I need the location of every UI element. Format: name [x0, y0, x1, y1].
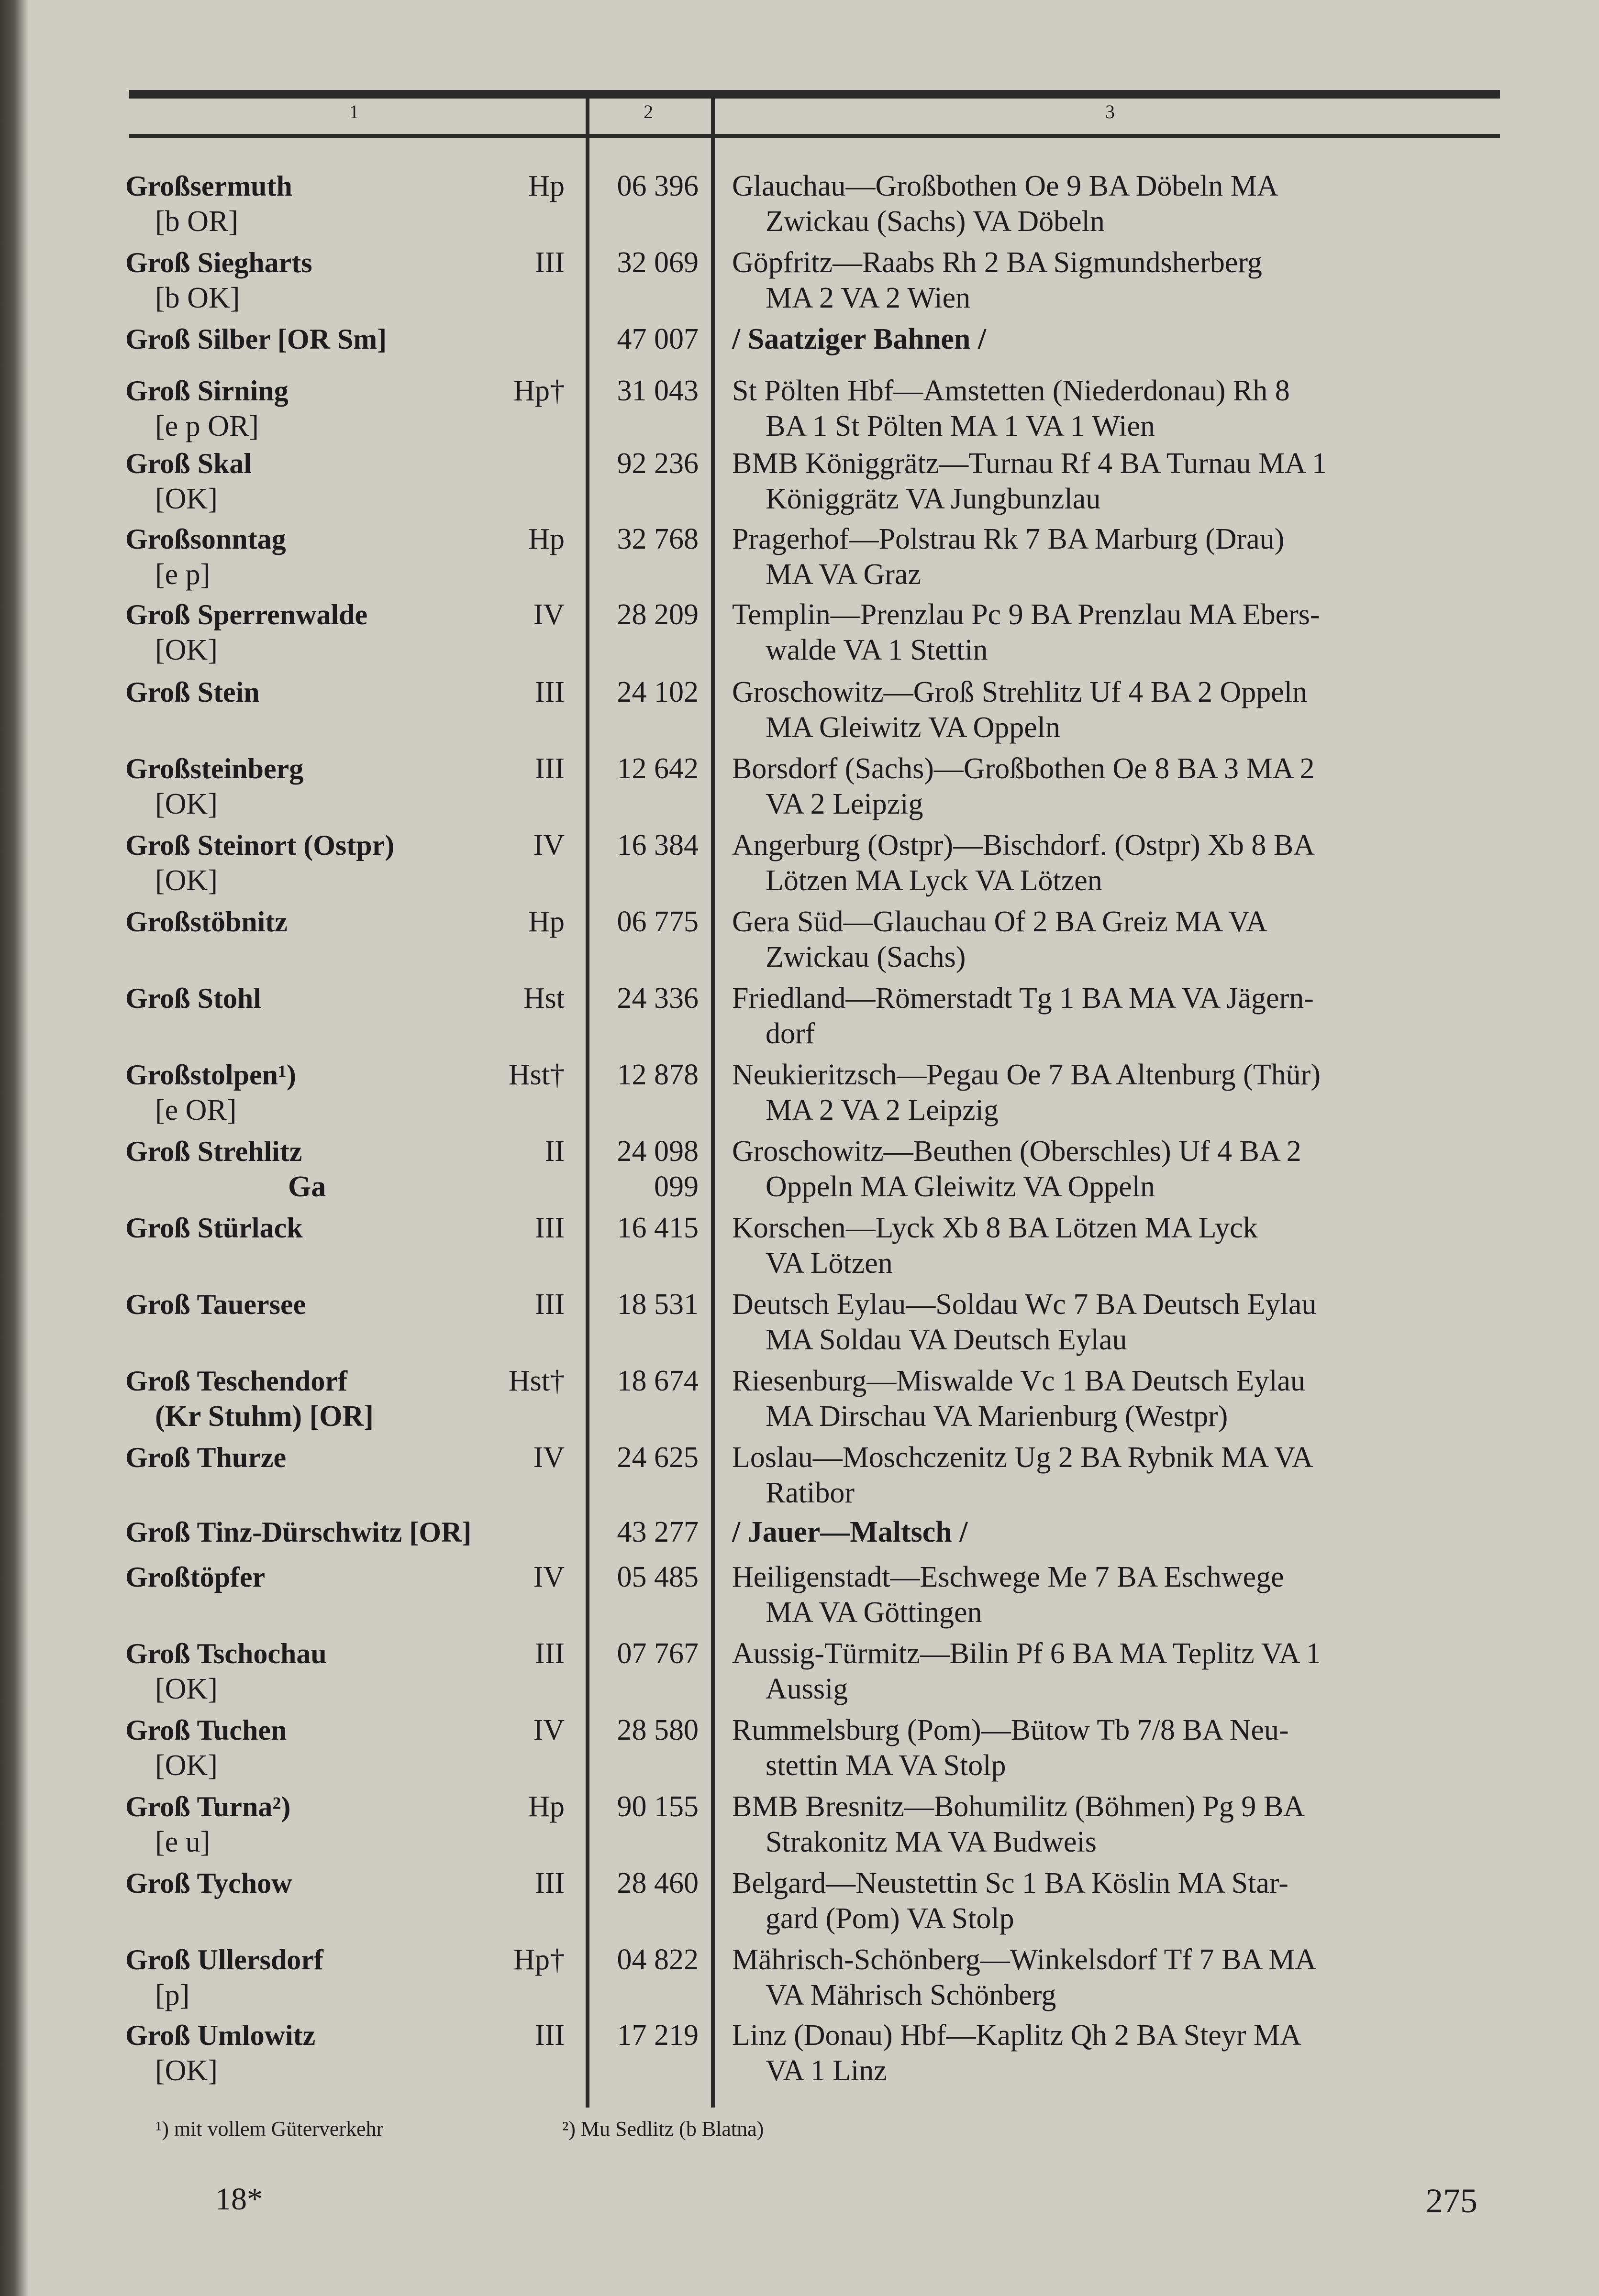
route-line-1: Loslau—Moschczenitz Ug 2 BA Rybnik MA VA	[732, 1441, 1313, 1474]
footnote-2: ²) Mu Sedlitz (b Blatna)	[562, 2117, 764, 2141]
route-line-2: Strakonitz MA VA Budweis	[766, 1826, 1097, 1858]
column-number-3: 3	[1105, 101, 1115, 122]
route-description	[732, 168, 1502, 239]
station-number: 43 277	[617, 1516, 699, 1548]
station-number: 28 209	[617, 598, 699, 631]
route-line-1: Angerburg (Ostpr)—Bischdorf. (Ostpr) Xb 8 BA	[732, 829, 1315, 861]
station-number: 24 625	[617, 1441, 699, 1474]
route-description	[732, 828, 1502, 898]
route-line-2: Königgrätz VA Jungbunzlau	[766, 483, 1101, 515]
station-annotation: [OK]	[155, 2054, 218, 2087]
station-number: 24 336	[617, 982, 699, 1015]
station-cell	[125, 1440, 286, 1475]
route-line-2: VA 2 Leipzig	[766, 788, 923, 820]
route-description	[732, 1559, 1502, 1630]
station-cell	[125, 1210, 303, 1246]
route-description	[732, 751, 1502, 822]
footnote-1: ¹) mit vollem Güterverkehr	[155, 2117, 384, 2141]
station-cell	[125, 1134, 326, 1204]
route-line-2: MA 2 VA 2 Leipzig	[766, 1094, 999, 1126]
station-class: Hp	[528, 905, 565, 938]
route-line-2: VA Lötzen	[766, 1247, 893, 1280]
route-line-1: St Pölten Hbf—Amstetten (Niederdonau) Rh 8	[732, 375, 1290, 407]
station-cell	[125, 1559, 265, 1595]
station-cell	[125, 1789, 290, 1860]
station-name: Groß Steinort (Ostpr)	[125, 829, 395, 861]
route-line-1: / Saatziger Bahnen /	[732, 323, 987, 355]
station-cell	[125, 1363, 374, 1434]
station-name: Groß Strehlitz	[125, 1136, 302, 1167]
printer-signature: 18*	[215, 2182, 263, 2217]
route-line-1: Korschen—Lyck Xb 8 BA Lötzen MA Lyck	[732, 1212, 1258, 1244]
route-description	[732, 1636, 1502, 1707]
station-number: 24 102	[617, 676, 699, 708]
station-name: Groß Stürlack	[125, 1212, 303, 1244]
station-class: III	[535, 676, 565, 708]
station-name: Groß Ullersdorf	[125, 1944, 323, 1976]
route-description	[732, 245, 1502, 316]
station-number: 16 384	[617, 829, 699, 861]
station-number: 90 155	[617, 1790, 699, 1823]
route-line-2: Lötzen MA Lyck VA Lötzen	[766, 864, 1102, 897]
route-line-2: BA 1 St Pölten MA 1 VA 1 Wien	[766, 410, 1155, 442]
route-description	[732, 373, 1502, 444]
route-line-2: dorf	[766, 1017, 815, 1050]
station-name: Groß Silber [OR Sm]	[125, 323, 387, 355]
station-name: Großtöpfer	[125, 1561, 266, 1593]
station-cell	[125, 521, 286, 592]
station-name: Großstöbnitz	[125, 906, 288, 938]
station-name: Groß Tauersee	[125, 1289, 306, 1320]
route-description	[732, 1134, 1502, 1204]
station-cell	[125, 1287, 306, 1322]
route-line-1: Belgard—Neustettin Sc 1 BA Köslin MA Star-	[732, 1867, 1288, 1899]
station-cell	[125, 168, 292, 239]
station-name: Groß Stein	[125, 676, 260, 708]
station-class: III	[535, 1867, 565, 1899]
station-name: Groß Thurze	[125, 1442, 287, 1473]
station-annotation: [OK]	[155, 1749, 218, 1782]
route-description	[732, 597, 1502, 668]
station-class: III	[535, 2019, 565, 2052]
route-line-2: MA 2 VA 2 Wien	[766, 282, 971, 314]
route-description	[732, 1866, 1502, 1936]
station-number: 17 219	[617, 2019, 699, 2052]
station-annotation: [b OK]	[155, 282, 240, 314]
station-name: Groß Tuchen	[125, 1714, 287, 1746]
station-cell	[125, 597, 367, 668]
station-number: 47 007	[617, 323, 699, 355]
station-class: IV	[533, 1714, 565, 1746]
route-description	[732, 904, 1502, 975]
station-annotation: [e OR]	[155, 1094, 237, 1126]
route-line-1: / Jauer—Maltsch /	[732, 1516, 968, 1548]
station-cell	[125, 981, 261, 1016]
route-line-1: Friedland—Römerstadt Tg 1 BA MA VA Jägern-	[732, 982, 1314, 1015]
route-line-1: Aussig-Türmitz—Bilin Pf 6 BA MA Teplitz VA 1	[732, 1637, 1321, 1670]
station-cell	[125, 828, 394, 898]
station-class: Hp	[528, 523, 565, 555]
route-line-1: Neukieritzsch—Pegau Oe 7 BA Altenburg (Thür)	[732, 1059, 1321, 1091]
station-class: Hp†	[513, 375, 565, 407]
route-description	[732, 1210, 1502, 1281]
page-number: 275	[1426, 2182, 1477, 2220]
station-name: Groß Tinz-Dürschwitz [OR]	[125, 1516, 472, 1548]
station-cell	[125, 2018, 315, 2088]
station-name: Groß Siegharts	[125, 247, 312, 278]
station-number: 28 460	[617, 1867, 699, 1899]
route-line-2: MA Soldau VA Deutsch Eylau	[766, 1324, 1127, 1356]
route-description	[732, 1057, 1502, 1128]
station-cell	[125, 751, 303, 822]
station-cell	[125, 321, 387, 357]
route-description	[732, 981, 1502, 1051]
route-line-1: Glauchau—Großbothen Oe 9 BA Döbeln MA	[732, 170, 1278, 202]
route-description	[732, 1514, 1502, 1550]
station-class: III	[535, 1212, 565, 1244]
route-description	[732, 2018, 1502, 2088]
route-line-2: stettin MA VA Stolp	[766, 1749, 1006, 1782]
station-annotation: (Kr Stuhm) [OR]	[155, 1400, 374, 1433]
route-description	[732, 1712, 1502, 1783]
route-line-2: gard (Pom) VA Stolp	[766, 1902, 1014, 1935]
route-line-2: MA Dirschau VA Marienburg (Westpr)	[766, 1400, 1228, 1433]
station-number: 12 878	[617, 1059, 699, 1091]
route-line-2: VA 1 Linz	[766, 2054, 887, 2087]
station-cell	[125, 373, 289, 444]
station-name: Groß Umlowitz	[125, 2020, 316, 2051]
route-line-1: Rummelsburg (Pom)—Bütow Tb 7/8 BA Neu-	[732, 1714, 1289, 1746]
station-annotation: Ga	[288, 1170, 326, 1203]
route-description	[732, 321, 1502, 357]
route-line-2: MA Gleiwitz VA Oppeln	[766, 711, 1061, 744]
station-annotation: [e p]	[155, 558, 211, 591]
station-name: Groß Sirning	[125, 375, 289, 407]
station-class: III	[535, 1288, 565, 1321]
route-line-1: Gera Süd—Glauchau Of 2 BA Greiz MA VA	[732, 905, 1267, 938]
station-annotation: [b OR]	[155, 205, 238, 238]
station-number: 06 396	[617, 170, 699, 202]
station-class: Hst†	[508, 1059, 565, 1091]
station-cell	[125, 674, 260, 710]
station-name: Groß Turna²)	[125, 1791, 291, 1822]
route-description	[732, 1440, 1502, 1511]
route-line-2: Oppeln MA Gleiwitz VA Oppeln	[766, 1170, 1155, 1203]
station-number: 04 822	[617, 1943, 699, 1976]
station-number: 24 098 099	[617, 1135, 699, 1203]
station-name: Groß Sperrenwalde	[125, 599, 368, 630]
route-line-1: Groschowitz—Groß Strehlitz Uf 4 BA 2 Oppeln	[732, 676, 1307, 708]
station-cell	[125, 1866, 292, 1901]
station-class: IV	[533, 1561, 565, 1593]
route-line-1: Göpfritz—Raabs Rh 2 BA Sigmundsherberg	[732, 246, 1262, 279]
station-cell	[125, 245, 312, 316]
station-cell	[125, 1712, 287, 1783]
station-name: Großstolpen¹)	[125, 1059, 296, 1091]
station-number: 18 674	[617, 1365, 699, 1397]
route-line-1: Groschowitz—Beuthen (Oberschles) Uf 4 BA 2	[732, 1135, 1301, 1168]
station-class: Hp	[528, 170, 565, 202]
route-line-1: Templin—Prenzlau Pc 9 BA Prenzlau MA Ebers-	[732, 598, 1320, 631]
station-number: 18 531	[617, 1288, 699, 1321]
station-number: 92 236	[617, 447, 699, 480]
route-line-1: Linz (Donau) Hbf—Kaplitz Qh 2 BA Steyr MA	[732, 2019, 1301, 2052]
route-line-2: Zwickau (Sachs) VA Döbeln	[766, 205, 1105, 238]
route-description	[732, 1363, 1502, 1434]
station-annotation: [OK]	[155, 1673, 218, 1705]
station-class: III	[535, 1637, 565, 1670]
station-number: 16 415	[617, 1212, 699, 1244]
station-cell	[125, 1514, 471, 1550]
station-annotation: [OK]	[155, 788, 218, 820]
station-annotation: [OK]	[155, 634, 218, 666]
station-name: Großsonntag	[125, 523, 286, 555]
station-name: Groß Teschendorf	[125, 1365, 347, 1397]
station-class: III	[535, 752, 565, 785]
station-number: 12 642	[617, 752, 699, 785]
column-number-2: 2	[644, 101, 653, 122]
route-line-1: Mährisch-Schönberg—Winkelsdorf Tf 7 BA MA	[732, 1943, 1317, 1976]
route-line-1: BMB Bresnitz—Bohumilitz (Böhmen) Pg 9 BA	[732, 1790, 1305, 1823]
station-number: 32 069	[617, 246, 699, 279]
route-line-1: Heiligenstadt—Eschwege Me 7 BA Eschwege	[732, 1561, 1284, 1593]
station-name: Groß Tychow	[125, 1867, 292, 1899]
station-class: Hp	[528, 1790, 565, 1823]
station-cell	[125, 1057, 296, 1128]
station-annotation: [OK]	[155, 483, 218, 515]
station-number: 32 768	[617, 523, 699, 555]
station-class: Hst	[523, 982, 565, 1015]
route-description	[732, 1287, 1502, 1358]
route-description	[732, 521, 1502, 592]
station-number: 06 775	[617, 905, 699, 938]
station-number: 31 043	[617, 375, 699, 407]
station-class: III	[535, 246, 565, 279]
station-cell	[125, 1942, 323, 2013]
station-class: IV	[533, 1441, 565, 1474]
station-class: Hst†	[508, 1365, 565, 1397]
station-class: IV	[533, 829, 565, 861]
route-line-2: MA VA Graz	[766, 558, 921, 591]
station-annotation: [e p OR]	[155, 410, 259, 442]
station-class: Hp†	[513, 1943, 565, 1976]
route-line-2: MA VA Göttingen	[766, 1596, 982, 1629]
station-annotation: [p]	[155, 1979, 190, 2011]
station-annotation: [e u]	[155, 1826, 211, 1858]
station-name: Groß Tschochau	[125, 1638, 327, 1669]
route-line-1: BMB Königgrätz—Turnau Rf 4 BA Turnau MA 1	[732, 447, 1327, 480]
station-name: Großsermuth	[125, 170, 292, 202]
station-cell	[125, 446, 252, 517]
station-class: IV	[533, 598, 565, 631]
station-number: 28 580	[617, 1714, 699, 1746]
station-name: Großsteinberg	[125, 753, 304, 784]
route-line-2: Zwickau (Sachs)	[766, 941, 966, 973]
route-line-1: Pragerhof—Polstrau Rk 7 BA Marburg (Drau)	[732, 523, 1285, 555]
route-line-2: Aussig	[766, 1673, 848, 1705]
route-line-2: Ratibor	[766, 1477, 855, 1509]
route-description	[732, 674, 1502, 745]
route-description	[732, 1789, 1502, 1860]
station-number: 05 485	[617, 1561, 699, 1593]
station-name: Groß Skal	[125, 448, 252, 479]
station-number: 07 767	[617, 1637, 699, 1670]
station-annotation: [OK]	[155, 864, 218, 897]
route-line-1: Borsdorf (Sachs)—Großbothen Oe 8 BA 3 MA 2	[732, 752, 1315, 785]
route-description	[732, 446, 1502, 517]
station-class: II	[544, 1135, 565, 1168]
column-number-1: 1	[349, 101, 359, 122]
route-line-2: walde VA 1 Stettin	[766, 634, 988, 666]
route-line-2: VA Mährisch Schönberg	[766, 1979, 1056, 2011]
route-line-1: Deutsch Eylau—Soldau Wc 7 BA Deutsch Eylau	[732, 1288, 1317, 1321]
station-name: Groß Stohl	[125, 982, 261, 1014]
station-cell	[125, 1636, 327, 1707]
route-line-1: Riesenburg—Miswalde Vc 1 BA Deutsch Eylau	[732, 1365, 1305, 1397]
route-description	[732, 1942, 1502, 2013]
station-cell	[125, 904, 288, 939]
